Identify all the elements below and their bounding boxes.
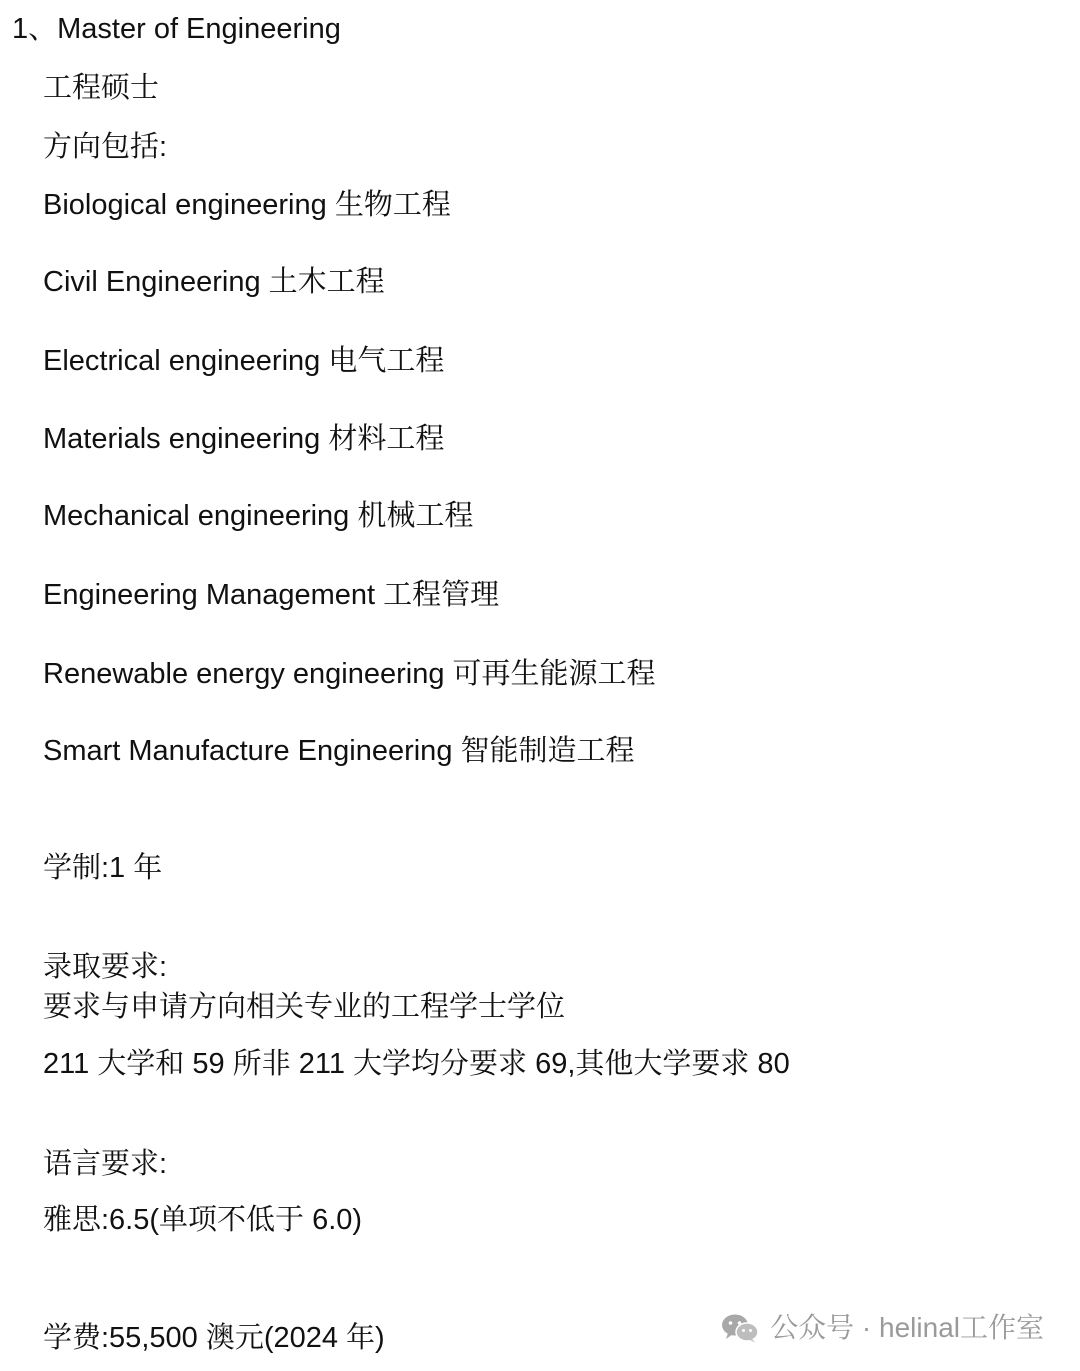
tuition: 学费:55,500 澳元(2024 年) (43, 1322, 385, 1354)
direction-item: Electrical engineering 电气工程 (43, 345, 445, 377)
ielts-requirement: 雅思:6.5(单项不低于 6.0) (43, 1204, 363, 1236)
wechat-icon (720, 1313, 760, 1343)
admission-requirement: 211 大学和 59 所非 211 大学均分要求 69,其他大学要求 80 (43, 1048, 790, 1080)
watermark-text: 公众号 · helinal工作室 (770, 1312, 1044, 1343)
degree-name: 工程硕士 (43, 72, 160, 104)
admission-requirement: 要求与申请方向相关专业的工程学士学位 (43, 991, 566, 1023)
direction-item: Renewable energy engineering 可再生能源工程 (43, 658, 656, 690)
direction-item: Smart Manufacture Engineering 智能制造工程 (43, 735, 635, 767)
direction-item: Engineering Management 工程管理 (43, 579, 500, 611)
language-label: 语言要求: (43, 1148, 168, 1180)
direction-item: Materials engineering 材料工程 (43, 423, 445, 455)
watermark (720, 1310, 1044, 1346)
direction-item: Civil Engineering 土木工程 (43, 266, 385, 298)
admission-label: 录取要求: (43, 951, 168, 983)
direction-item: Biological engineering 生物工程 (43, 189, 451, 221)
direction-item: Mechanical engineering 机械工程 (43, 500, 474, 532)
section-heading: 1、Master of Engineering (12, 13, 341, 45)
duration: 学制:1 年 (43, 852, 163, 884)
directions-label: 方向包括: (43, 131, 168, 163)
